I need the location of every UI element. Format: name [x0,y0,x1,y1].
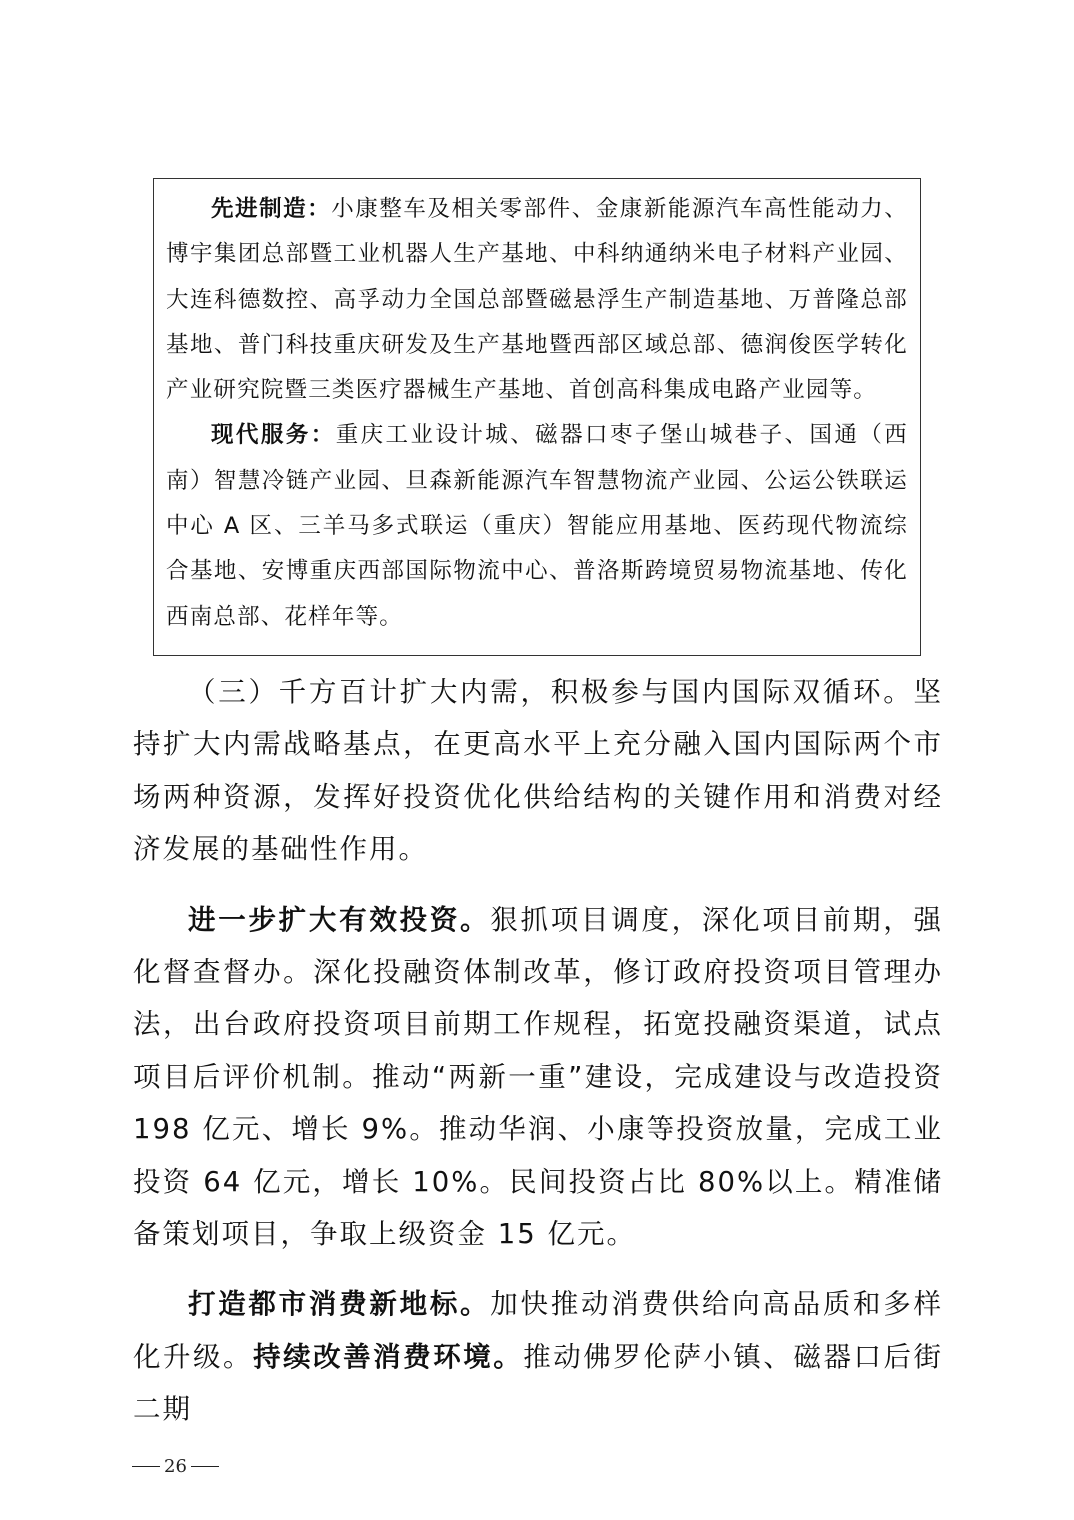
modern-services-text: 重庆工业设计城、磁器口枣子堡山城巷子、国通（西南）智慧冷链产业园、旦森新能源汽车智慧物流产业园、公运公铁联运中心 A 区、三羊马多式联运（重庆）智能应用基地、医药现代物流综合基地、安博重庆西部国际物流中心、普洛斯跨境贸易物流基地、传化西南总部、花样年等。 [166,422,908,630]
project-list-box [153,178,921,656]
body-text [133,666,943,1454]
advanced-manufacturing-paragraph [166,187,908,413]
section-three-paragraph [133,666,943,876]
investment-paragraph [133,894,943,1261]
investment-text: 狠抓项目调度，深化项目前期，强化督查督办。深化投融资体制改革，修订政府投资项目管理办法，出台政府投资项目前期工作规程，拓宽投融资渠道，试点项目后评价机制。推动“两新一重”建设，完成建设与改造投资 198 亿元、增长 9%。推动华润、小康等投资放量，完成工业投资 64 亿元，增长 10%。民间投资占比 80%以上。精准储备策划项目，争取上级资金 15 亿元。 [133,903,944,1251]
page-footer [128,1456,223,1477]
modern-services-term: 现代服务： [211,422,336,449]
page-number: 26 [164,1456,187,1477]
section-three-text: 坚持扩大内需战略基点，在更高水平上充分融入国内国际两个市场两种资源，发挥好投资优化供给结构的关键作用和消费对经济发展的基础性作用。 [133,676,943,866]
investment-heading: 进一步扩大有效投资。 [188,903,491,936]
footer-dash-left [132,1466,160,1468]
consumption-environment-text: 推动佛罗伦萨小镇、磁器口后街二期 [133,1340,944,1426]
footer-dash-right [191,1466,219,1468]
modern-services-paragraph [166,413,908,639]
advanced-manufacturing-term: 先进制造： [211,196,332,222]
consumption-text: 加快推动消费供给向高品质和多样化升级。 [133,1288,944,1373]
consumption-environment-heading: 持续改善消费环境。 [253,1340,524,1373]
advanced-manufacturing-text: 小康整车及相关零部件、金康新能源汽车高性能动力、博宇集团总部暨工业机器人生产基地、中科纳通纳米电子材料产业园、大连科德数控、高孚动力全国总部暨磁悬浮生产制造基地、万普隆总部基地、普门科技重庆研发及生产基地暨西部区域总部、德润俊医学转化产业研究院暨三类医疗器械生产基地、首创高科集成电路产业园等。 [166,196,908,404]
section-three-heading: （三）千方百计扩大内需，积极参与国内国际双循环。 [188,676,914,708]
consumption-heading: 打造都市消费新地标。 [188,1288,491,1321]
consumption-paragraph [133,1278,943,1435]
